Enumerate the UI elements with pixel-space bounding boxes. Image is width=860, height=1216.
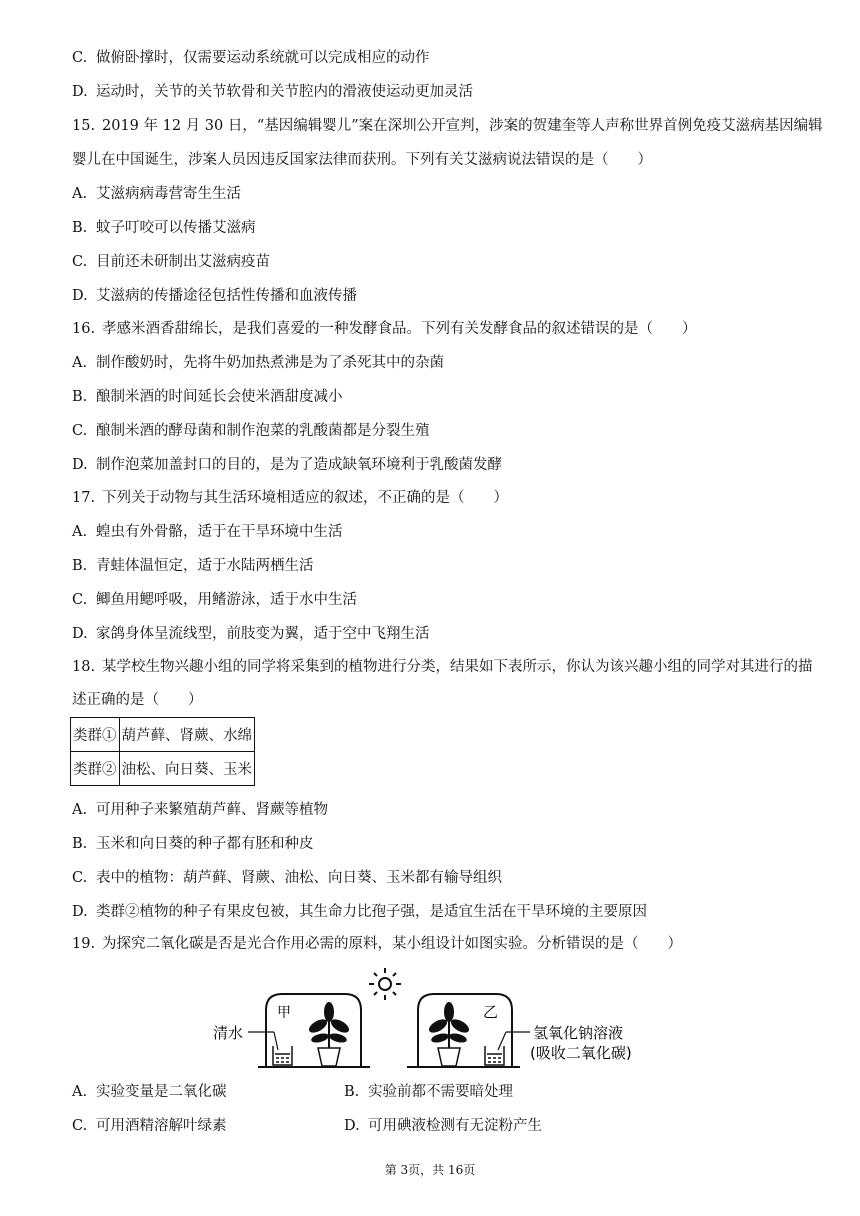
question-stem-line: 下列关于动物与其生活环境相适应的叙述，不正确的是（ ） <box>102 490 508 506</box>
water-label: 清水 <box>213 1024 244 1042</box>
option-text: 蚊子叮咬可以传播艾滋病 <box>96 220 256 236</box>
jar-label-yi: 乙 <box>483 1003 499 1021</box>
table-cell-plants: 油松、向日葵、玉米 <box>119 752 255 786</box>
option-a <box>72 1082 227 1102</box>
option-text: 可用酒精溶解叶绿素 <box>96 1118 227 1134</box>
option-text: 可用种子来繁殖葫芦藓、肾蕨等植物 <box>96 802 328 818</box>
option-letter: A. <box>72 355 88 371</box>
option-a <box>72 522 343 542</box>
option-text: 蝗虫有外骨骼，适于在干旱环境中生活 <box>96 524 343 540</box>
option-text: 制作酸奶时，先将牛奶加热煮沸是为了杀死其中的杂菌 <box>96 355 444 371</box>
option-text: 鲫鱼用鳃呼吸，用鳍游泳，适于水中生活 <box>96 592 357 608</box>
option-d <box>72 82 473 102</box>
option-d <box>72 624 430 644</box>
table-row <box>71 752 255 786</box>
option-letter: D. <box>72 904 88 920</box>
sun-icon <box>369 968 401 1000</box>
option-a <box>72 184 241 204</box>
table-cell-group: 类群② <box>71 752 120 786</box>
option-letter: B. <box>72 389 88 405</box>
option-text: 艾滋病病毒营寄生生活 <box>96 186 241 202</box>
table-cell-group: 类群① <box>71 718 120 752</box>
question-stem-line: 某学校生物兴趣小组的同学将采集到的植物进行分类，结果如下表所示，你认为该兴趣小组的同学对其进行的描 <box>102 659 813 675</box>
question-number: 15. <box>72 118 96 134</box>
option-d <box>72 902 647 922</box>
option-d <box>72 286 357 306</box>
option-letter: C. <box>72 592 88 608</box>
classification-table <box>70 717 255 786</box>
option-text: 运动时，关节的关节软骨和关节腔内的滑液使运动更加灵活 <box>96 84 473 100</box>
option-b <box>344 1082 513 1102</box>
option-text: 艾滋病的传播途径包括性传播和血液传播 <box>96 288 357 304</box>
option-c <box>72 1116 227 1136</box>
option-letter: A. <box>72 802 88 818</box>
option-d <box>72 455 502 475</box>
option-c <box>72 421 430 441</box>
option-letter: C. <box>72 254 88 270</box>
option-a <box>72 353 444 373</box>
label-leader-line <box>498 1032 506 1050</box>
potted-plant-icon <box>427 1002 471 1066</box>
option-b <box>72 556 314 576</box>
option-letter: B. <box>344 1084 360 1100</box>
option-letter: C. <box>72 50 88 66</box>
option-b <box>72 218 256 238</box>
option-text: 表中的植物：葫芦藓、肾蕨、油松、向日葵、玉米都有输导组织 <box>96 870 502 886</box>
option-text: 酿制米酒的时间延长会使米酒甜度减小 <box>96 389 343 405</box>
option-letter: B. <box>72 836 88 852</box>
question-number: 17. <box>72 490 96 506</box>
option-c <box>72 590 357 610</box>
question-stem-line: 孝感米酒香甜绵长，是我们喜爱的一种发酵食品。下列有关发酵食品的叙述错误的是（ ） <box>102 321 697 337</box>
option-letter: B. <box>72 220 88 236</box>
option-a <box>72 800 328 820</box>
table-cell-plants: 葫芦藓、肾蕨、水绵 <box>119 718 255 752</box>
question-stem-line: 为探究二氧化碳是否是光合作用必需的原料，某小组设计如图实验。分析错误的是（ ） <box>102 936 682 952</box>
question-stem-line: 婴儿在中国诞生，涉案人员因违反国家法律而获刑。下列有关艾滋病说法错误的是（ ） <box>72 152 652 168</box>
option-c <box>72 868 502 888</box>
table-row <box>71 718 255 752</box>
option-c <box>72 252 270 272</box>
option-text: 青蛙体温恒定，适于水陆两栖生活 <box>96 558 314 574</box>
option-text: 做俯卧撑时，仅需要运动系统就可以完成相应的动作 <box>96 50 430 66</box>
option-letter: C. <box>72 1118 88 1134</box>
option-b <box>72 387 343 407</box>
option-text: 类群②植物的种子有果皮包被，其生命力比孢子强，是适宜生活在干旱环境的主要原因 <box>96 904 647 920</box>
option-letter: D. <box>72 457 88 473</box>
naoh-beaker <box>485 1046 504 1065</box>
option-letter: A. <box>72 1084 88 1100</box>
question-stem-line: 述正确的是（ ） <box>72 692 203 708</box>
option-text: 目前还未研制出艾滋病疫苗 <box>96 254 270 270</box>
option-letter: B. <box>72 558 88 574</box>
option-c <box>72 48 430 68</box>
option-letter: D. <box>72 288 88 304</box>
option-letter: C. <box>72 870 88 886</box>
option-letter: D. <box>344 1118 360 1134</box>
question-number: 16. <box>72 321 96 337</box>
jar-label-jia: 甲 <box>277 1005 291 1021</box>
naoh-label: 氢氧化钠溶液 <box>533 1024 624 1042</box>
option-text: 家鸽身体呈流线型，前肢变为翼，适于空中飞翔生活 <box>96 626 430 642</box>
option-letter: C. <box>72 423 88 439</box>
option-text: 酿制米酒的酵母菌和制作泡菜的乳酸菌都是分裂生殖 <box>96 423 430 439</box>
naoh-note: (吸收二氧化碳) <box>530 1044 632 1062</box>
option-text: 实验前都不需要暗处理 <box>368 1084 513 1100</box>
question-number: 18. <box>72 659 96 675</box>
label-leader-line <box>274 1032 278 1050</box>
option-d <box>344 1116 542 1136</box>
option-letter: A. <box>72 186 88 202</box>
option-text: 实验变量是二氧化碳 <box>96 1084 227 1100</box>
option-text: 可用碘液检测有无淀粉产生 <box>368 1118 542 1134</box>
question-number: 19. <box>72 936 96 952</box>
option-text: 玉米和向日葵的种子都有胚和种皮 <box>96 836 314 852</box>
potted-plant-icon <box>307 1002 351 1066</box>
option-b <box>72 834 314 854</box>
page-footer: 第 3页，共 16页 <box>384 1163 476 1177</box>
option-letter: D. <box>72 84 88 100</box>
option-letter: D. <box>72 626 88 642</box>
option-text: 制作泡菜加盖封口的目的，是为了造成缺氧环境利于乳酸菌发酵 <box>96 457 502 473</box>
water-beaker <box>273 1046 292 1065</box>
option-letter: A. <box>72 524 88 540</box>
experiment-figure <box>0 960 860 1075</box>
question-stem-line: 2019 年 12 月 30 日，“基因编辑婴儿”案在深圳公开宣判，涉案的贺建奎等人声称世界首例免疫艾滋病基因编辑 <box>102 118 823 134</box>
